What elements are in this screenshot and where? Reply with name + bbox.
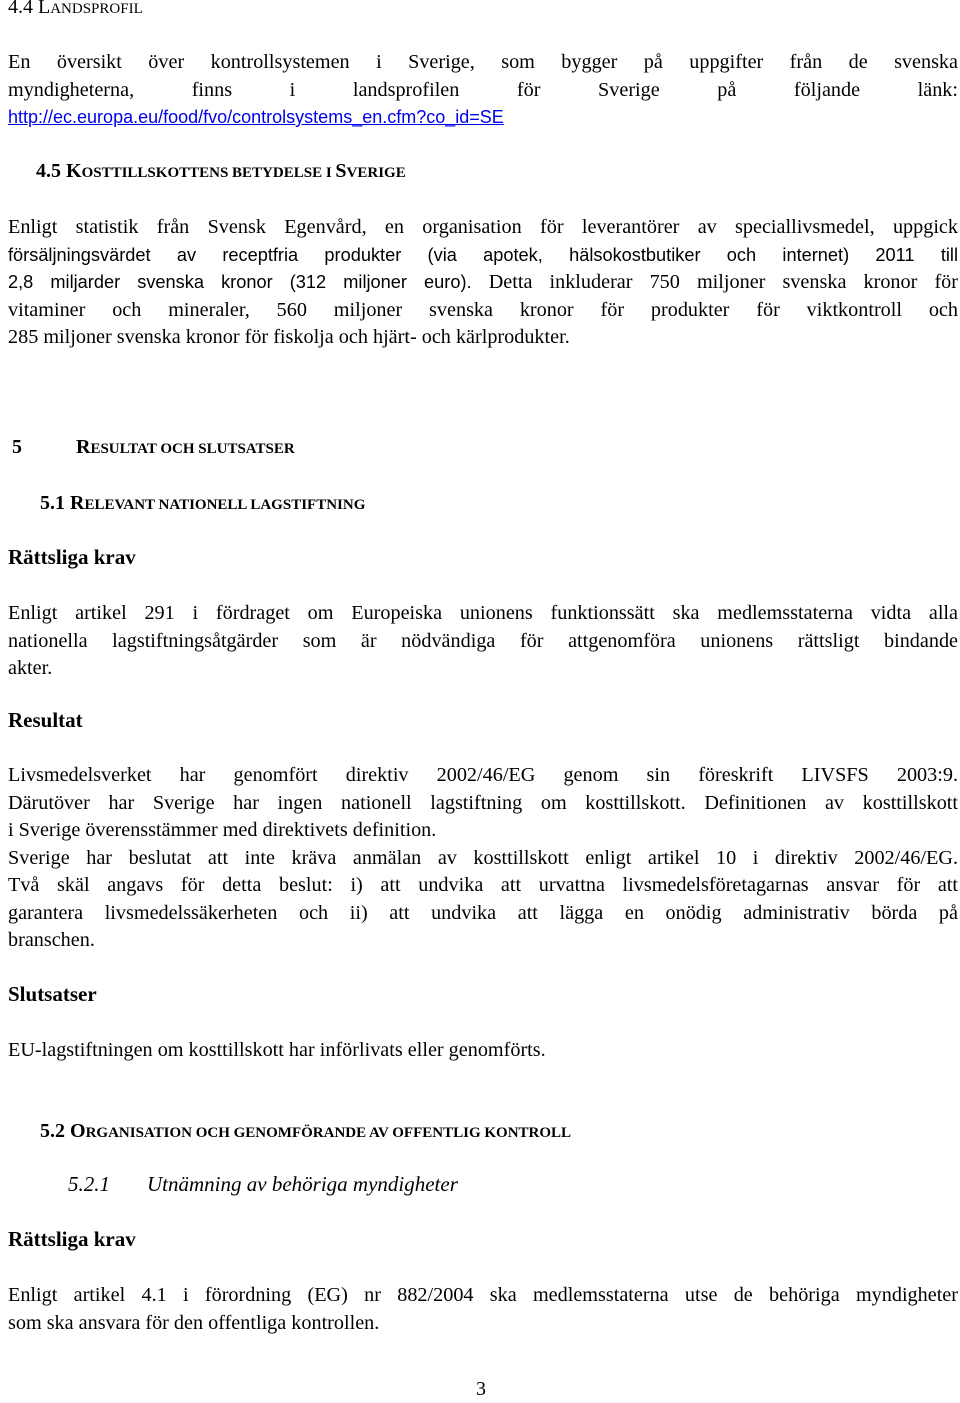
- subheading-resultat: Resultat: [8, 708, 83, 732]
- text-line: EU-lagstiftningen om kosttillskott har införlivats eller genomförts.: [8, 1039, 546, 1061]
- section-heading-5-1: 5.1 RELEVANT NATIONELL LAGSTIFTNING: [40, 492, 366, 514]
- text-line: Sverige har beslutat att inte kräva anmälan av kosttillskott enligt artikel 10 i direktiv 2002/46/EG.: [8, 846, 958, 869]
- text-line: En översikt över kontrollsystemen i Sverige, som bygger på uppgifter från de svenska: [8, 51, 958, 73]
- controlsystems-link[interactable]: http://ec.europa.eu/food/fvo/controlsystems_en.cfm?co_id=SE: [8, 107, 504, 127]
- text-line: 2,8 miljarder svenska kronor (312 miljoner euro). Detta inkluderar 750 miljoner svenska kronor för: [8, 271, 958, 293]
- text-line: Två skäl angavs för detta beslut: i) att undvika att urvattna livsmedelsföretagarnas ansvar för att: [8, 874, 958, 896]
- section-number: 5.1: [40, 492, 70, 514]
- subheading-rattsliga-krav-2: Rättsliga krav: [8, 1227, 136, 1251]
- paragraph-artikel-291: [8, 600, 958, 683]
- text-line: som ska ansvara för den offentliga kontrollen.: [8, 1311, 380, 1334]
- text-line: garantera livsmedelssäkerheten och ii) att undvika att lägga en onödig administrativ börda på: [8, 901, 958, 924]
- text-line: vitaminer och mineraler, 560 miljoner svenska kronor för produkter för viktkontroll och: [8, 298, 958, 321]
- paragraph-artikel-4-1: [8, 1282, 958, 1337]
- paragraph-landsprofil: [8, 49, 958, 132]
- subheading-slutsatser: Slutsatser: [8, 982, 97, 1006]
- heading-rest: ANDSPROFIL: [50, 1, 143, 17]
- text-line: branschen.: [8, 929, 95, 951]
- section-heading-5: 5 RESULTAT OCH SLUTSATSER: [12, 436, 295, 458]
- text-line: Enligt artikel 4.1 i förordning (EG) nr 882/2004 ska medlemsstaterna utse de behöriga myndigheter: [8, 1284, 958, 1306]
- text-line: Därutöver har Sverige har ingen nationell lagstiftning om kosttillskott. Definitionen av kosttillskott: [8, 791, 958, 814]
- section-number: 5.2.1: [68, 1172, 110, 1196]
- section-heading-5-2-1: [68, 1172, 960, 1197]
- subheading-rattsliga-krav: Rättsliga krav: [8, 545, 136, 569]
- section-number: 5.2: [40, 1120, 70, 1142]
- section-number: 4.5: [36, 160, 66, 182]
- section-heading-4-5: 4.5 KOSTTILLSKOTTENS BETYDELSE I SVERIGE: [36, 160, 406, 182]
- paragraph-kosttillskott-betydelse: [8, 214, 958, 352]
- section-number: 4.4: [8, 0, 38, 18]
- paragraph-resultat: [8, 762, 958, 955]
- text-line: i Sverige överensstämmer med direktivets definition.: [8, 819, 437, 841]
- text-line: 285 miljoner svenska kronor för fiskolja och hjärt- och kärlprodukter.: [8, 326, 570, 348]
- text-line: Livsmedelsverket har genomfört direktiv 2002/46/EG genom sin föreskrift LIVSFS 2003:9.: [8, 764, 958, 786]
- heading-initial: L: [38, 0, 51, 18]
- text-line: Enligt statistik från Svensk Egenvård, en organisation för leverantörer av speciallivsmedel, uppgick: [8, 216, 958, 238]
- text-line: försäljningsvärdet av receptfria produkter (via apotek, hälsokostbutiker och internet) 2011 till: [8, 244, 958, 265]
- section-heading-4-4: [8, 0, 958, 19]
- page-number: 3: [476, 1378, 486, 1400]
- section-heading-5-2: 5.2 ORGANISATION OCH GENOMFÖRANDE AV OFFENTLIG KONTROLL: [40, 1120, 572, 1142]
- text-line: akter.: [8, 657, 53, 679]
- text-line: myndigheterna, finns i landsprofilen för Sverige på följande länk:: [8, 78, 958, 101]
- text-line: Enligt artikel 291 i fördraget om Europeiska unionens funktionssätt ska medlemsstaterna vidta alla: [8, 602, 958, 624]
- text-line: nationella lagstiftningsåtgärder som är nödvändiga för attgenomföra unionens rättsligt bindande: [8, 629, 958, 652]
- paragraph-slutsatser: [8, 1037, 958, 1065]
- section-title: Utnämning av behöriga myndigheter: [147, 1172, 458, 1196]
- section-number: 5: [12, 436, 22, 458]
